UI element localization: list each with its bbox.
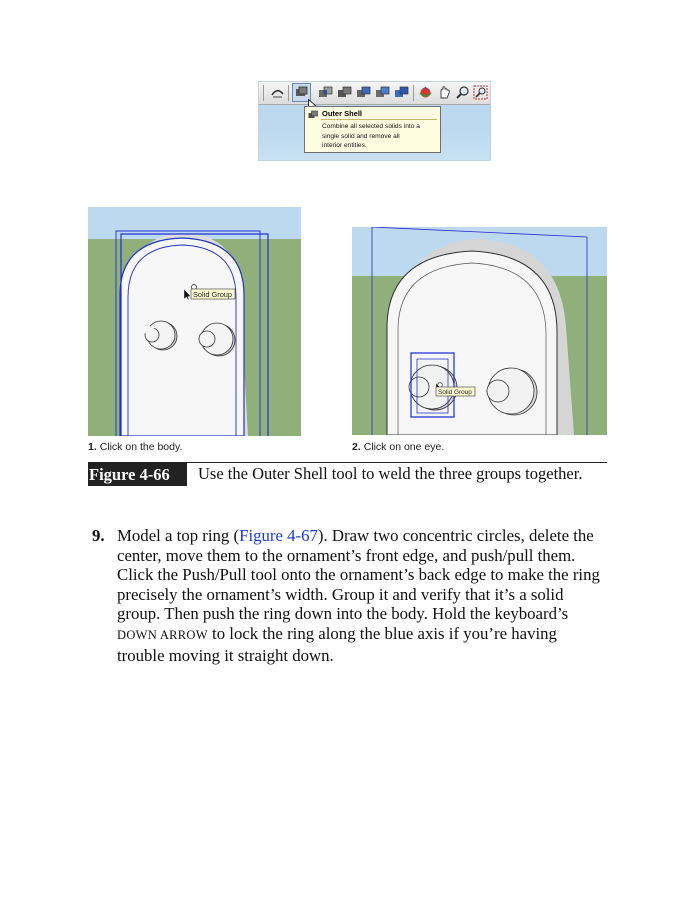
- step-line: precisely the ornament’s width. Group it and verify that it’s a solid: [117, 584, 564, 604]
- panel-caption-text: Click on one eye.: [363, 441, 445, 453]
- outer-shell-tooltip: [304, 106, 441, 153]
- panel-caption-2: [352, 441, 444, 453]
- solid-group-tag-text: Solid Group: [438, 389, 472, 396]
- union-icon[interactable]: [337, 85, 352, 100]
- viewport-click-body: [88, 207, 301, 436]
- toolbar-grip: [263, 85, 264, 101]
- step-text: to lock the ring along the blue axis if you’re having: [207, 623, 557, 643]
- follow-me-icon[interactable]: [270, 85, 285, 100]
- outer-shell-icon: [308, 110, 319, 119]
- step-line: group. Then push the ring down into the body. Hold the keyboard’s: [117, 604, 569, 624]
- intersect-icon[interactable]: [318, 85, 333, 100]
- subtract-icon[interactable]: [356, 85, 371, 100]
- panel-caption-num: 2.: [352, 441, 361, 453]
- tooltip-desc-line: interior entities.: [322, 142, 367, 150]
- panel-caption-num: 1.: [88, 441, 97, 453]
- outer-shell-icon[interactable]: [294, 85, 309, 100]
- trim-icon[interactable]: [375, 85, 390, 100]
- tooltip-desc-line: Combine all selected solids into a: [322, 123, 420, 130]
- step-line: [117, 624, 622, 646]
- toolbar-separator: [413, 85, 414, 101]
- pan-icon[interactable]: [437, 85, 452, 100]
- tooltip-description: [322, 122, 439, 151]
- step-line: [117, 526, 622, 546]
- tooltip-title: Outer Shell: [322, 109, 363, 118]
- step-line: Click the Push/Pull tool onto the ornament’s back edge to make the ring: [117, 565, 600, 585]
- step-paragraph: [117, 526, 622, 665]
- figure-label: Figure 4-66: [88, 463, 187, 486]
- toolbar-separator: [288, 85, 289, 101]
- step-text: ). Draw two concentric circles, delete the: [317, 526, 594, 545]
- split-icon[interactable]: [394, 85, 409, 100]
- figure-caption: Use the Outer Shell tool to weld the three groups together.: [198, 464, 583, 483]
- zoom-window-icon[interactable]: [473, 85, 488, 100]
- solid-group-tag-text: Solid Group: [193, 290, 233, 299]
- tooltip-divider: [321, 119, 437, 120]
- step-line: trouble moving it straight down.: [117, 645, 334, 665]
- solid-tools-toolbar: [259, 82, 491, 105]
- toolbar-screenshot: [258, 81, 491, 161]
- figure-link[interactable]: Figure 4-67: [239, 526, 318, 545]
- panel-caption-1: [88, 441, 182, 453]
- viewport-click-eye: [352, 227, 607, 435]
- panel-caption-text: Click on the body.: [99, 441, 183, 453]
- orbit-icon[interactable]: [418, 85, 433, 100]
- tooltip-desc-line: single solid and remove all: [322, 132, 400, 140]
- step-line: center, move them to the ornament’s front edge, and push/pull them.: [117, 545, 576, 565]
- zoom-icon[interactable]: [455, 85, 470, 100]
- key-name: DOWN ARROW: [117, 627, 208, 642]
- step-text: Model a top ring (: [117, 526, 240, 545]
- step-number: 9.: [92, 526, 105, 545]
